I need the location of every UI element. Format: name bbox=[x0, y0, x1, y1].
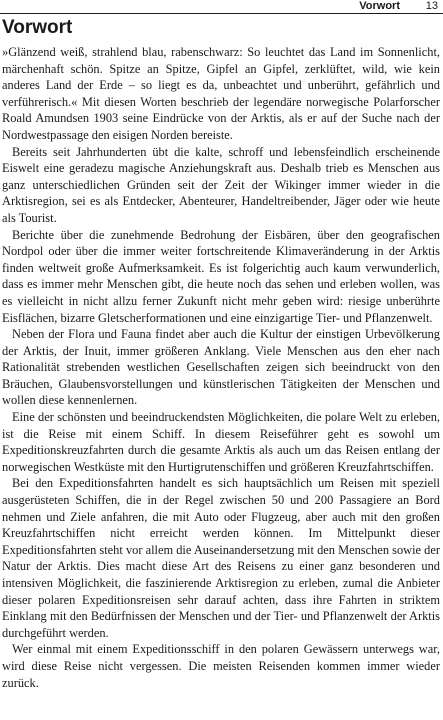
body-text bbox=[2, 44, 440, 691]
chapter-title: Vorwort bbox=[2, 17, 73, 38]
paragraph: Eine der schönsten und beeindruckendsten Möglichkeiten, die polare Welt zu erleben, ist die Reise mit einem Schiff. In diesem Reiseführer geht es sowohl um Expeditionskreuzfahrten durch die gesamte Arktis als auch um das Reisen entlang der norwegischen Westküste mit den Hurtigrutenschiffen und größeren Kreuzfahrtschiffen. bbox=[2, 410, 440, 474]
paragraph: Bereits seit Jahrhunderten übt die kalte, schroff und lebensfeindlich erscheinende Eiswelt eine geradezu magische Anziehungskraft aus. Deshalb trieb es Menschen aus ganz unterschiedlichen Gründen seit der Zeit der Wikinger immer wieder in die Arktisregion, sei es als Entdecker, Abenteurer, Handeltreibender, Jäger oder wie heute als Tourist. bbox=[2, 144, 440, 225]
paragraph: Wer einmal mit einem Expeditionsschiff in den polaren Gewässern unterwegs war, wird diese Reise nicht vergessen. Die meisten Reisenden kommen immer wieder zurück. bbox=[2, 642, 440, 690]
running-head bbox=[0, 0, 443, 14]
paragraph: Neben der Flora und Fauna findet aber auch die Kultur der einstigen Urbevölkerung der Arktis, der Inuit, immer größeren Anklang. Viele Menschen aus den eher nach Rationalität strebenden westlichen Gesellschaften zeigen sich beeindruckt von den Bräuchen, Glaubensvorstellungen und künstlerischen Tätigkeiten der Menschen und wollen diese kennenlernen. bbox=[2, 327, 440, 408]
paragraph: »Glänzend weiß, strahlend blau, rabenschwarz: So leuchtet das Land im Sonnenlicht, märchenhaft schön. Spitze an Spitze, Gipfel an Gipfel, zerklüftet, wild, wie kein anderes Land der Erde – so liegt es da, unbeachtet und unberührt, gefährlich und verführerisch.« Mit diesen Worten beschrieb der legendäre norwegische Polarforscher Roald Amundsen 1903 seine Eindrücke von der Arktis, als er auf der Suche nach der Nordwestpassage den eisigen Norden bereiste. bbox=[2, 45, 440, 142]
page-number: 13 bbox=[425, 0, 438, 12]
paragraph: Bei den Expeditionsfahrten handelt es sich hauptsächlich um Reisen mit speziell ausgerüsteten Schiffen, die in der Regel zwischen 50 und 200 Passagiere an Bord nehmen und Ziele anfahren, die mit Auto oder Flugzeug, aber auch mit den großen Kreuzfahrtschiffen nicht erreicht werden können. Im Mittelpunkt dieser Expeditionsfahrten steht vor allem die Auseinandersetzung mit den Menschen sowie der Natur der Arktis. Dies macht diese Art des Reisens zu einer ganz besonderen und intensiven Möglichkeit, die faszinierende Arktisregion zu erleben, zumal die Anbieter dieser polaren Expeditionsreisen sehr darauf achten, dass ihre Fahrten in striktem Einklang mit den Bedürfnissen der Menschen und der Tier- und Pflanzenwelt der Arktis durchgeführt werden. bbox=[2, 476, 440, 640]
running-head-title: Vorwort bbox=[359, 0, 400, 12]
paragraph: Berichte über die zunehmende Bedrohung der Eisbären, über den geografischen Nordpol oder über die immer weiter fortschreitende Klimaveränderung in der Arktis finden weltweit große Aufmerksamkeit. Es ist folgerichtig auch kaum verwunderlich, dass es immer mehr Menschen gibt, die heute noch das sehen und erleben wollen, was es vielleicht in nicht allzu ferner Zukunft nicht mehr geben wird: riesige unberührte Eisflächen, bizarre Gletscherformationen und eine einzigartige Tier- und Pflanzenwelt. bbox=[2, 227, 440, 325]
